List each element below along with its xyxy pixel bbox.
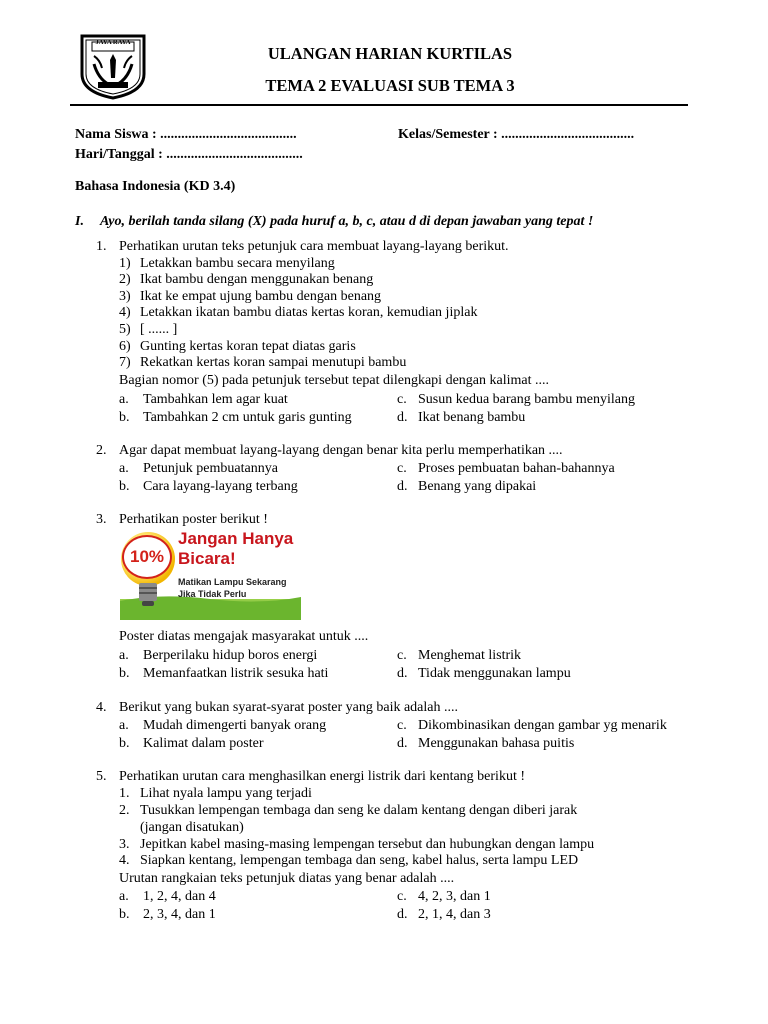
question-5-number: 5. — [96, 769, 107, 784]
question-4-number: 4. — [96, 700, 107, 715]
question-2-number: 2. — [96, 443, 107, 458]
q5-option-c[interactable]: 4, 2, 3, dan 1 — [418, 889, 491, 904]
step-text: Letakkan ikatan bambu diatas kertas koran, kemudian jiplak — [140, 305, 478, 320]
poster-headline-line-2: Bicara! — [178, 549, 236, 568]
option-letter: a. — [119, 648, 129, 663]
logo-text: JAYA RAYA — [95, 39, 131, 46]
q2-option-d[interactable]: Benang yang dipakai — [418, 479, 537, 494]
option-letter: c. — [397, 392, 407, 407]
option-letter: d. — [397, 666, 408, 681]
option-letter: a. — [119, 718, 129, 733]
option-letter: b. — [119, 736, 130, 751]
option-letter: b. — [119, 479, 130, 494]
option-letter: d. — [397, 907, 408, 922]
step-text: Siapkan kentang, lempengan tembaga dan seng, kabel halus, serta lampu LED — [140, 853, 579, 868]
subject-heading: Bahasa Indonesia (KD 3.4) — [75, 179, 236, 194]
question-4-text: Berikut yang bukan syarat-syarat poster yang baik adalah .... — [119, 700, 459, 715]
step-number: 5) — [119, 322, 131, 337]
step-text: (jangan disatukan) — [140, 820, 244, 835]
step-text: Gunting kertas koran tepat diatas garis — [140, 339, 356, 354]
option-letter: a. — [119, 461, 129, 476]
q2-option-c[interactable]: Proses pembuatan bahan-bahannya — [418, 461, 615, 476]
question-3-text: Perhatikan poster berikut ! — [119, 512, 268, 527]
option-letter: a. — [119, 889, 129, 904]
question-1-number: 1. — [96, 239, 107, 254]
class-semester-field: Kelas/Semester : ...................................... — [398, 127, 635, 142]
option-letter: d. — [397, 479, 408, 494]
step-text: Ikat ke empat ujung bambu dengan benang — [140, 289, 382, 304]
option-letter: a. — [119, 392, 129, 407]
step-number: 3) — [119, 289, 131, 304]
step-text: Tusukkan lempengan tembaga dan seng ke dalam kentang dengan diberi jarak — [140, 803, 578, 818]
q1-option-c[interactable]: Susun kedua barang bambu menyilang — [418, 392, 635, 407]
option-letter: d. — [397, 736, 408, 751]
q1-option-a[interactable]: Tambahkan lem agar kuat — [143, 392, 288, 407]
header-divider — [70, 104, 688, 106]
q4-option-d[interactable]: Menggunakan bahasa puitis — [418, 736, 575, 751]
step-number: 1) — [119, 256, 131, 271]
step-text: Letakkan bambu secara menyilang — [140, 256, 335, 271]
step-number: 4) — [119, 305, 131, 320]
q2-option-b[interactable]: Cara layang-layang terbang — [143, 479, 298, 494]
option-letter: c. — [397, 718, 407, 733]
step-number: 3. — [119, 837, 130, 852]
question-3-prompt: Poster diatas mengajak masyarakat untuk .... — [119, 629, 369, 644]
q4-option-a[interactable]: Mudah dimengerti banyak orang — [143, 718, 327, 733]
q1-option-b[interactable]: Tambahkan 2 cm untuk garis gunting — [143, 410, 352, 425]
option-letter: c. — [397, 889, 407, 904]
school-logo — [80, 34, 146, 100]
q2-option-a[interactable]: Petunjuk pembuatannya — [143, 461, 278, 476]
poster-headline-line-1: Jangan Hanya — [178, 529, 294, 548]
energy-saving-poster — [120, 527, 301, 620]
option-letter: c. — [397, 648, 407, 663]
question-5-text: Perhatikan urutan cara menghasilkan energi listrik dari kentang berikut ! — [119, 769, 525, 784]
q4-option-b[interactable]: Kalimat dalam poster — [143, 736, 264, 751]
q4-option-c[interactable]: Dikombinasikan dengan gambar yg menarik — [418, 718, 667, 733]
page-subtitle: TEMA 2 EVALUASI SUB TEMA 3 — [265, 76, 515, 95]
step-text: Ikat bambu dengan menggunakan benang — [140, 272, 374, 287]
step-text: Jepitkan kabel masing-masing lempengan tersebut dan hubungkan dengan lampu — [140, 837, 595, 852]
question-5-prompt: Urutan rangkaian teks petunjuk diatas yang benar adalah .... — [119, 871, 455, 886]
option-letter: b. — [119, 410, 130, 425]
q5-option-b[interactable]: 2, 3, 4, dan 1 — [143, 907, 216, 922]
step-text: Lihat nyala lampu yang terjadi — [140, 786, 312, 801]
section-instruction: Ayo, berilah tanda silang (X) pada huruf a, b, c, atau d di depan jawaban yang tepat ! — [100, 214, 594, 229]
poster-subtext-line-1: Matikan Lampu Sekarang — [178, 577, 287, 587]
step-number: 4. — [119, 853, 130, 868]
step-number: 6) — [119, 339, 131, 354]
option-letter: b. — [119, 907, 130, 922]
q5-option-a[interactable]: 1, 2, 4, dan 4 — [143, 889, 216, 904]
page-title: ULANGAN HARIAN KURTILAS — [267, 44, 513, 63]
q3-option-d[interactable]: Tidak menggunakan lampu — [418, 666, 571, 681]
step-number: 1. — [119, 786, 130, 801]
question-2-text: Agar dapat membuat layang-layang dengan benar kita perlu memperhatikan .... — [119, 443, 563, 458]
step-text: Rekatkan kertas koran sampai menutupi bambu — [140, 355, 407, 370]
q3-option-c[interactable]: Menghemat listrik — [418, 648, 522, 663]
poster-subtext-line-2: Jika Tidak Perlu — [178, 589, 247, 599]
poster-badge-text: 10% — [129, 547, 165, 566]
option-letter: c. — [397, 461, 407, 476]
q3-option-b[interactable]: Memanfaatkan listrik sesuka hati — [143, 666, 329, 681]
option-letter: d. — [397, 410, 408, 425]
step-number: 2. — [119, 803, 130, 818]
question-1-prompt: Bagian nomor (5) pada petunjuk tersebut tepat dilengkapi dengan kalimat .... — [119, 373, 549, 388]
section-number: I. — [75, 214, 84, 229]
student-name-field: Nama Siswa : ....................................... — [75, 127, 297, 142]
step-number: 7) — [119, 355, 131, 370]
poster-badge — [122, 535, 172, 579]
question-1-text: Perhatikan urutan teks petunjuk cara membuat layang-layang berikut. — [119, 239, 509, 254]
question-3-number: 3. — [96, 512, 107, 527]
day-date-field: Hari/Tanggal : ....................................... — [75, 147, 303, 162]
q3-option-a[interactable]: Berperilaku hidup boros energi — [143, 648, 318, 663]
step-text: [ ...... ] — [140, 322, 178, 337]
q1-option-d[interactable]: Ikat benang bambu — [418, 410, 526, 425]
step-number: 2) — [119, 272, 131, 287]
q5-option-d[interactable]: 2, 1, 4, dan 3 — [418, 907, 491, 922]
option-letter: b. — [119, 666, 130, 681]
